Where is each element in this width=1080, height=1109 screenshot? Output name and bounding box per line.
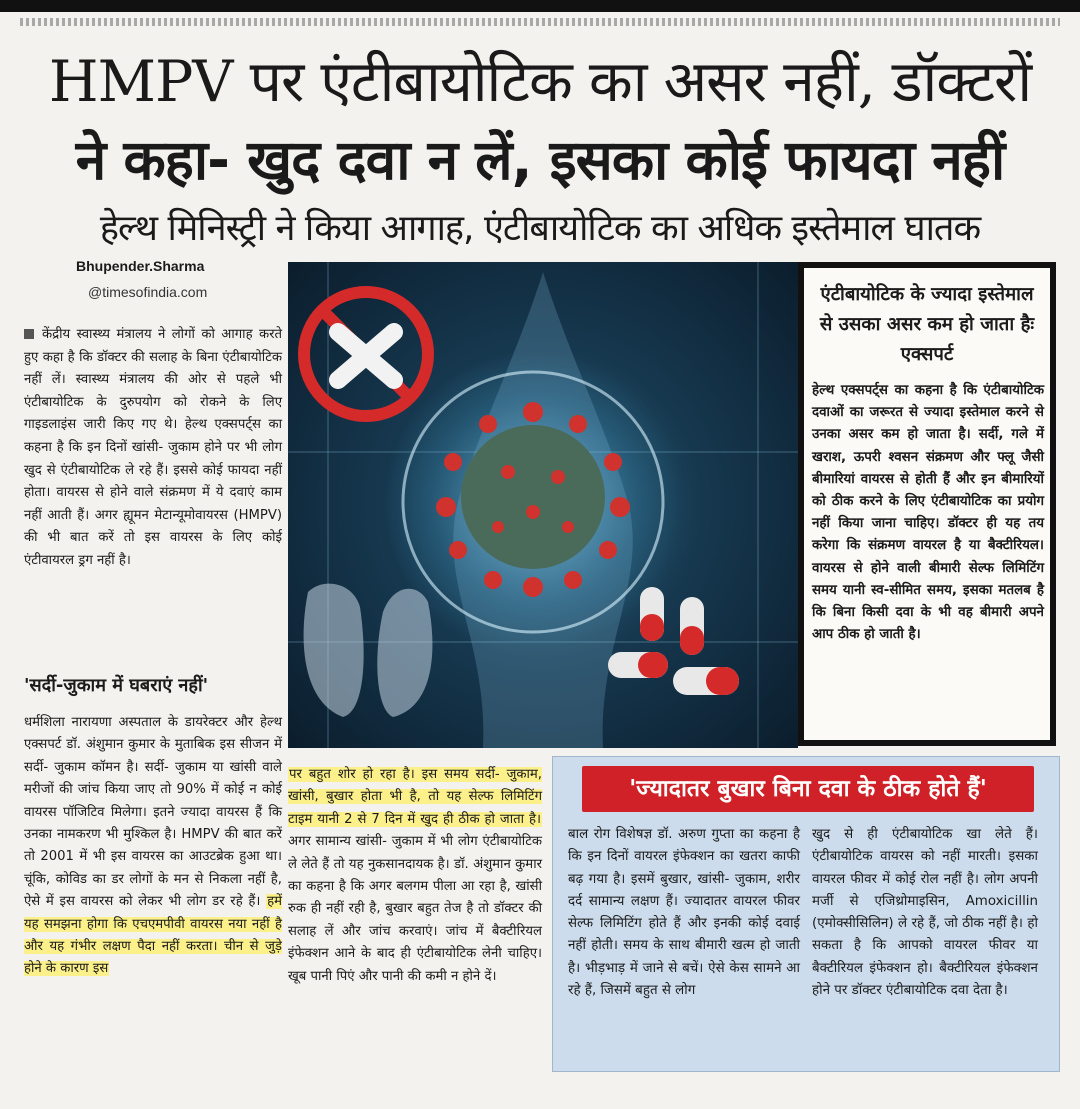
sidebar-body: हेल्थ एक्सपर्ट्स का कहना है कि एंटीबायोटिक दवाओं का जरूरत से ज्यादा इस्तेमाल करने से उनका असर कम हो जाता है। सर्दी, गले में खराश, ऊपरी श्वसन संक्रमण और फ्लू जैसी बीमारियां वायरस से होती हैं और इन बीमारियों को ठीक करने के लिए एंटीबायोटिक का प्रयोग नहीं किया जाना चाहिए। डॉक्टर ही यह तय करेगा कि संक्रमण वायरल है या बैक्टीरियल। वायरस से होने वाली बीमारी सेल्फ लिमिटिंग समय यानी स्व-सीमित समय, इसका मतलब है कि बिना किसी दवा के भी वह बीमारी अपने आप ठीक हो जाती है। bbox=[812, 383, 1044, 643]
article-column-2 bbox=[288, 764, 542, 988]
expert-box-column-2: खुद से ही एंटीबायोटिक खा लेते हैं। एंटीबायोटिक वायरस को नहीं मारती। इसका वायरल फीवर में कोई रोल नहीं है। लोग अपनी मर्जी से एजिथ्रोमाइसिन, Amoxicillin (एमोक्सीसिलिन) ले रहे हैं, जो ठीक नहीं है। हो सकता है कि आपको वायरल फीवर या बैक्टीरियल इंफेक्शन हो। बैक्टीरियल इंफेक्शन होने पर डॉक्टर एंटीबायोटिक दवा देता है। bbox=[812, 827, 1038, 999]
article-col2-text: अगर सामान्य खांसी- जुकाम में भी लोग एंटीबायोटिक ले लेते हैं तो यह नुकसानदायक है। डॉ. अंशुमान कुमार का कहना है कि अगर बलगम पीला आ रहा है, खांसी रुक ही नहीं रही है, बुखार बहुत तेज है तो डॉक्टर की सलाह लें और जांच करवाएं। जांच में बैक्टीरियल इंफेक्शन आने के बाद ही एंटीबायोटिक लेनी चाहिए। खूब पानी पिएं और पानी की कमी न होने दें। bbox=[288, 834, 542, 984]
headline-line-2: ने कहा- खुद दवा न लें, इसका कोई फायदा नहीं bbox=[75, 128, 1005, 192]
dotted-rule bbox=[20, 18, 1060, 26]
sidebar-box bbox=[798, 262, 1056, 746]
virus-illustration-graphic bbox=[288, 262, 798, 748]
article-col1-highlight: हमें यह समझना होगा कि एचएमपीवी वायरस नया नहीं है और यह गंभीर लक्षण पैदा नहीं करता। चीन से जुड़े होने के कारण इस bbox=[24, 894, 282, 977]
article-subhead: 'सर्दी-जुकाम में घबराएं नहीं' bbox=[24, 675, 209, 696]
article-lead-column bbox=[24, 324, 282, 573]
sidebar-headline: एंटीबायोटिक के ज्यादा इस्तेमाल से उसका असर कम हो जाता हैः एक्सपर्ट bbox=[819, 284, 1035, 365]
byline-source: @timesofindia.com bbox=[88, 284, 208, 300]
subheadline: हेल्थ मिनिस्ट्री ने किया आगाह, एंटीबायोटिक का अधिक इस्तेमाल घातक bbox=[99, 208, 981, 249]
article-col2-highlight: पर बहुत शोर हो रहा है। इस समय सर्दी- जुकाम, खांसी, बुखार होता भी है, तो यह सेल्फ लिमिटिंग टाइम यानी 2 से 7 दिन में खुद ही ठीक हो जाता है। bbox=[288, 767, 542, 827]
expert-box-headline: 'ज्यादातर बुखार बिना दवा के ठीक होते हैं' bbox=[582, 766, 1034, 812]
top-rule bbox=[0, 0, 1080, 12]
byline-author: Bhupender.Sharma bbox=[76, 258, 205, 274]
headline-line-1: HMPV पर एंटीबायोटिक का असर नहीं, डॉक्टरों bbox=[48, 49, 1032, 115]
article-col1-text: धर्मशिला नारायणा अस्पताल के डायरेक्टर और हेल्थ एक्सपर्ट डॉ. अंशुमान कुमार के मुताबिक इस सीजन में सर्दी- जुकाम कॉमन है। सर्दी- जुकाम या खांसी वाले मरीजों की जांच किया जाए तो 90% में कोई न कोई वायरस पॉजिटिव मिलेगा। इतने ज्यादा वायरस हैं कि उनका नामकरण भी मुश्किल है। HMPV की बात करें तो 2001 में भी इस वायरस का आउटब्रेक हुआ था। चूंकि, कोविड का डर लोगों के मन से निकला नहीं है, ऐसे में इस वायरस को लेकर भी लोग डर रहे हैं। bbox=[24, 715, 282, 910]
article-lead: केंद्रीय स्वास्थ्य मंत्रालय ने लोगों को आगाह करते हुए कहा है कि डॉक्टर की सलाह के बिना एंटीबायोटिक नहीं लें। स्वास्थ्य मंत्रालय की ओर से पहले भी एंटीबायोटिक के दुरुपयोग को रोकने के लिए गाइडलाइंस जारी किए गए थे। हेल्थ एक्सपर्ट्स का कहना है कि इन दिनों खांसी- जुकाम होने पर भी लोग खुद से एंटीबायोटिक ले रहे हैं। इससे कोई फायदा नहीं होता। वायरस से होने वाले संक्रमण में ये दवाएं काम नहीं आती हैं। अगर ह्यूमन मेटान्यूमोवायरस (HMPV) की भी बात करें तो इस वायरस के लिए कोई एंटीवायरल ड्रग नहीं है। bbox=[24, 324, 282, 573]
article-column-1 bbox=[24, 712, 282, 981]
expert-box-column-1: बाल रोग विशेषज्ञ डॉ. अरुण गुप्ता का कहना है कि इन दिनों वायरल इंफेक्शन का खतरा काफी बढ़ गया है। इसमें बुखार, खांसी- जुकाम, शरीर दर्द सामान्य लक्षण हैं। ज्यादातर वायरल फीवर सेल्फ लिमिटिंग होते हैं और इनकी कोई दवाई नहीं होती। समय के साथ बीमारी खत्म हो जाती है। भीड़भाड़ में जाने से बचें। ऐसे केस सामने आ रहे हैं, जिसमें बहुत से लोग bbox=[568, 827, 800, 999]
virus-illustration bbox=[288, 262, 798, 748]
